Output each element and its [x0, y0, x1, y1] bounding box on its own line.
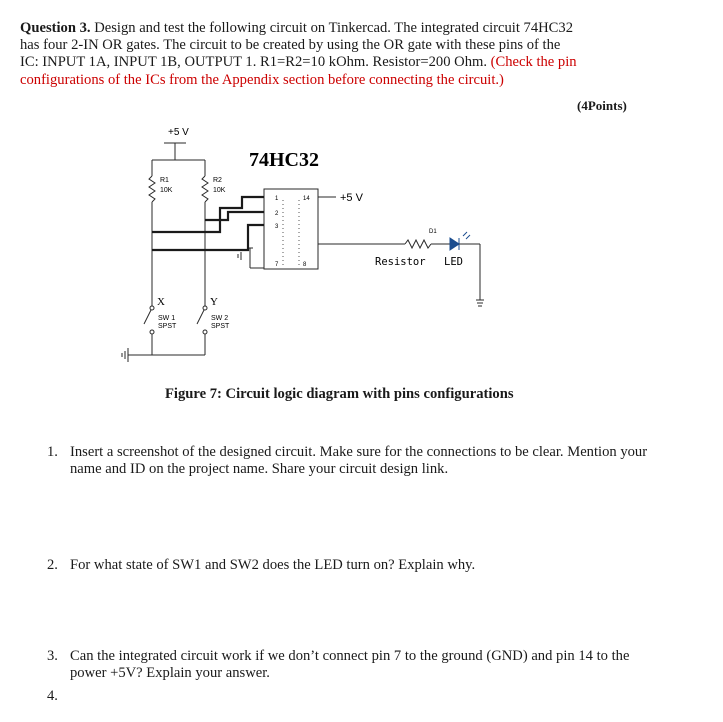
question-line-2: has four 2-IN OR gates. The circuit to be created by using the OR gate with these pins of the: [20, 37, 561, 54]
pin-14-label: 14: [303, 196, 310, 202]
item-number: 1.: [47, 444, 58, 460]
question-number: Question 3.: [20, 20, 91, 36]
r1-value: 10K: [160, 187, 173, 194]
sw1-name: SW 1: [158, 315, 176, 322]
question-text-3: IC: INPUT 1A, INPUT 1B, OUTPUT 1. R1=R2=10 kOhm. Resistor=200 Ohm.: [20, 54, 487, 71]
d1-label: D1: [429, 229, 437, 235]
supply-label: +5 V: [168, 127, 189, 138]
item-number: 4.: [47, 688, 58, 704]
y-label: Y: [210, 296, 218, 308]
question-note-2: configurations of the ICs from the Appendix section before connecting the circuit.): [20, 71, 504, 88]
pin-8-label: 8: [303, 262, 307, 268]
item-text: Can the integrated circuit work if we don’t connect pin 7 to the ground (GND) and pin 14 to the power +5V? Explain your answer.: [70, 648, 630, 682]
item-text: Insert a screenshot of the designed circuit. Make sure for the connections to be clear. Mention your name and ID on the project name. Share your circuit design link.: [70, 444, 648, 478]
sw2-type: SPST: [211, 323, 230, 330]
question-text-1: Design and test the following circuit on Tinkercad. The integrated circuit 74HC32: [94, 20, 573, 36]
item-text: For what state of SW1 and SW2 does the LED turn on? Explain why.: [70, 557, 476, 573]
x-label: X: [157, 296, 165, 308]
r2-name: R2: [213, 177, 222, 184]
item-number: 3.: [47, 648, 58, 664]
item-number: 2.: [47, 557, 58, 573]
vcc-pin-label: +5 V: [340, 192, 363, 204]
sw1-type: SPST: [158, 323, 177, 330]
pin-3-label: 3: [275, 224, 279, 230]
led-label: LED: [444, 256, 463, 268]
r1-name: R1: [160, 177, 169, 184]
pin-2-label: 2: [275, 211, 279, 217]
points-label: (4Points): [577, 98, 627, 113]
pin-1-label: 1: [275, 196, 279, 202]
pin-7-label: 7: [275, 262, 279, 268]
r2-value: 10K: [213, 187, 226, 194]
question-note-1: (Check the pin: [490, 54, 577, 71]
figure-caption: Figure 7: Circuit logic diagram with pins configurations: [165, 386, 514, 402]
resistor-label: Resistor: [375, 256, 426, 268]
ic-title: 74HC32: [249, 149, 319, 171]
sw2-name: SW 2: [211, 315, 229, 322]
